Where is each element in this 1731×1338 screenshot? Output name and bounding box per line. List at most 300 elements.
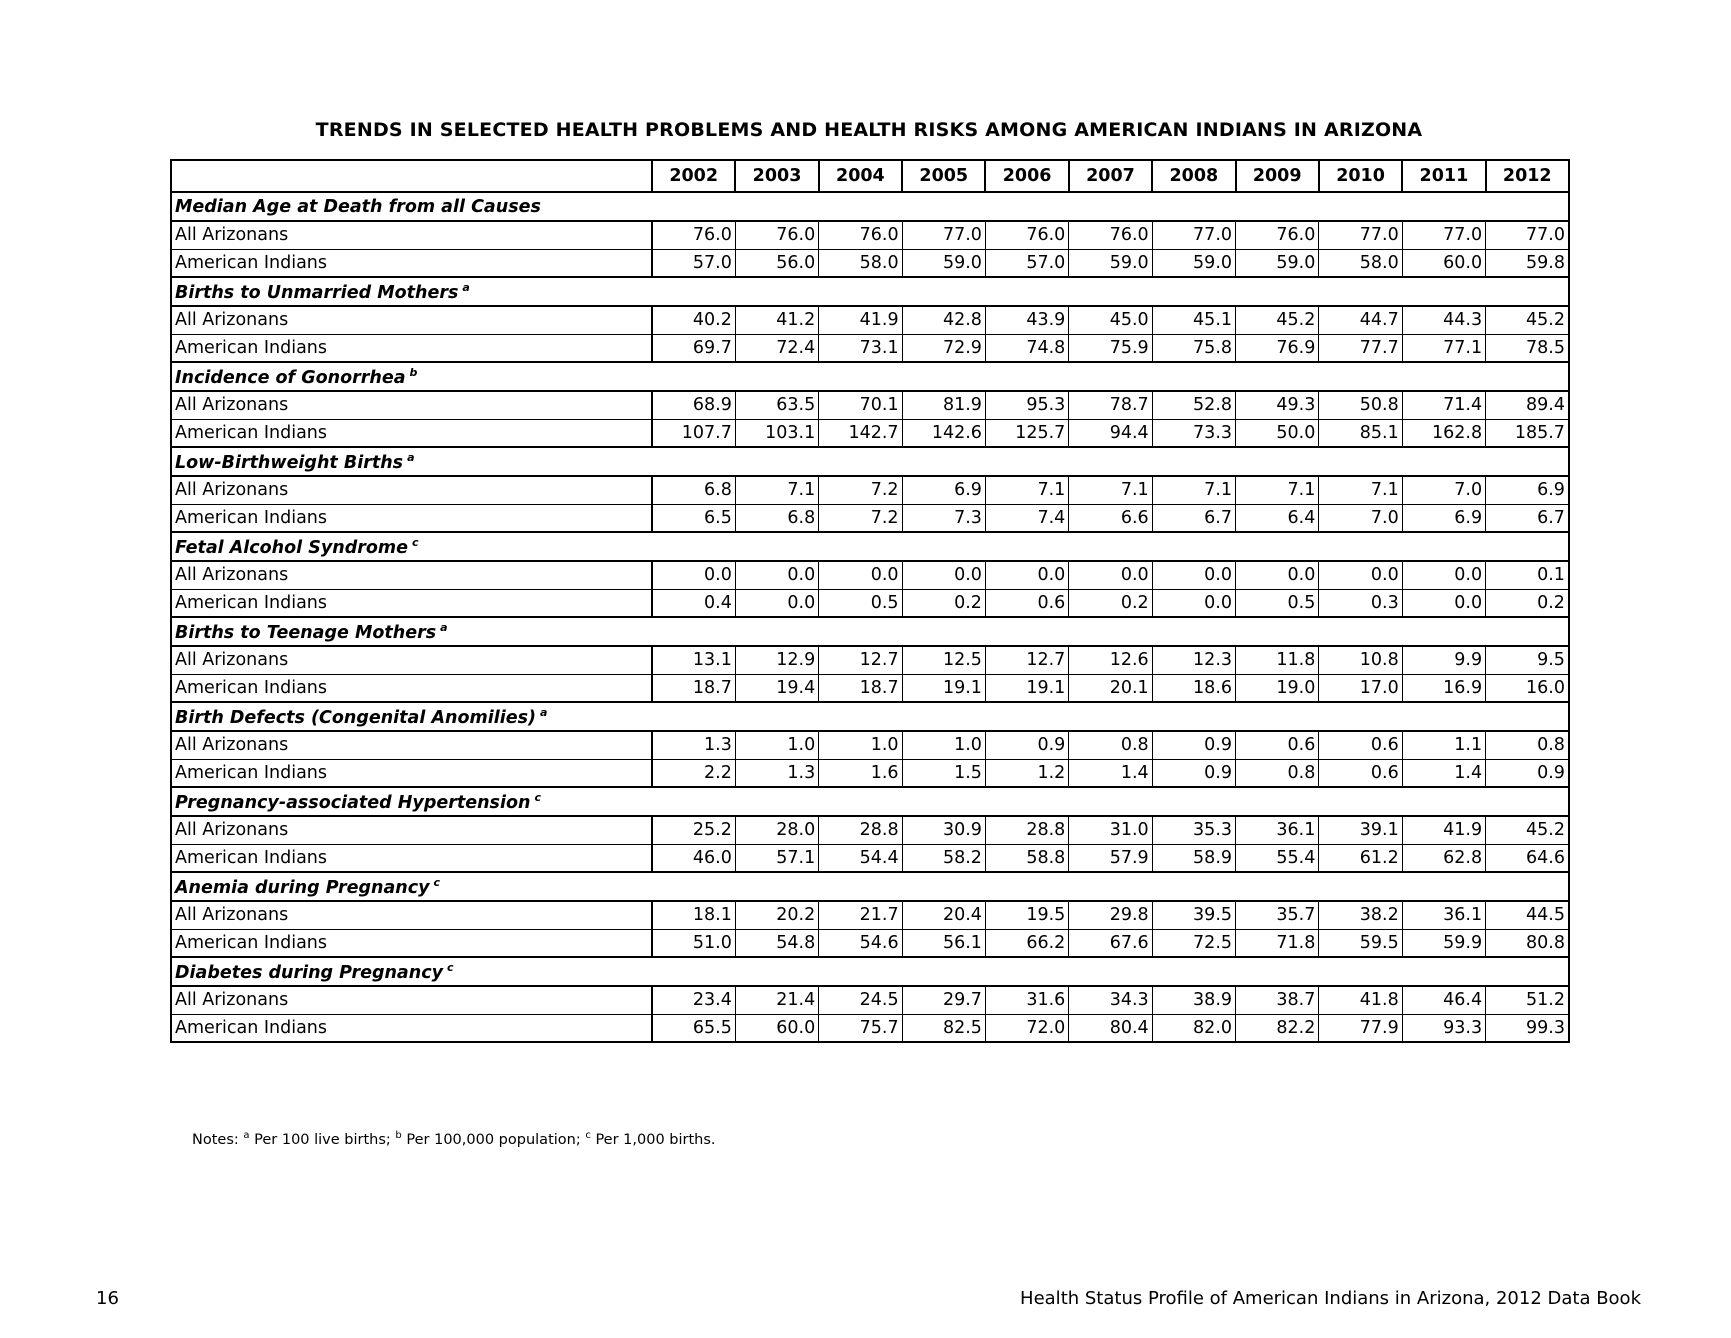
value-cell: 67.6 bbox=[1069, 929, 1152, 957]
value-cell: 1.3 bbox=[735, 759, 818, 787]
row-label: American Indians bbox=[171, 1014, 652, 1042]
value-cell: 70.1 bbox=[819, 391, 902, 419]
value-cell: 31.6 bbox=[985, 986, 1068, 1014]
value-cell: 24.5 bbox=[819, 986, 902, 1014]
value-cell: 64.6 bbox=[1486, 844, 1569, 872]
value-cell: 0.0 bbox=[1152, 589, 1235, 617]
value-cell: 74.8 bbox=[985, 334, 1068, 362]
value-cell: 45.0 bbox=[1069, 306, 1152, 334]
value-cell: 45.2 bbox=[1236, 306, 1319, 334]
row-label: All Arizonans bbox=[171, 901, 652, 929]
value-cell: 2.2 bbox=[652, 759, 735, 787]
value-cell: 0.6 bbox=[1236, 731, 1319, 759]
value-cell: 38.9 bbox=[1152, 986, 1235, 1014]
value-cell: 0.0 bbox=[1319, 561, 1402, 589]
footnote-marker: a bbox=[407, 450, 415, 464]
value-cell: 57.0 bbox=[985, 249, 1068, 277]
value-cell: 17.0 bbox=[1319, 674, 1402, 702]
table-row bbox=[171, 674, 1569, 702]
value-cell: 59.0 bbox=[1069, 249, 1152, 277]
value-cell: 20.4 bbox=[902, 901, 985, 929]
section-label: Low-Birthweight Births bbox=[175, 452, 404, 473]
table-row bbox=[171, 476, 1569, 504]
table-row bbox=[171, 646, 1569, 674]
value-cell: 76.0 bbox=[1069, 221, 1152, 249]
value-cell: 107.7 bbox=[652, 419, 735, 447]
section-header-row bbox=[171, 192, 1569, 221]
table-row bbox=[171, 391, 1569, 419]
value-cell: 45.2 bbox=[1486, 306, 1569, 334]
value-cell: 85.1 bbox=[1319, 419, 1402, 447]
value-cell: 0.0 bbox=[819, 561, 902, 589]
value-cell: 56.0 bbox=[735, 249, 818, 277]
value-cell: 58.0 bbox=[819, 249, 902, 277]
footnote-marker: c bbox=[447, 960, 454, 974]
value-cell: 38.2 bbox=[1319, 901, 1402, 929]
value-cell: 12.9 bbox=[735, 646, 818, 674]
row-label: American Indians bbox=[171, 589, 652, 617]
value-cell: 1.0 bbox=[819, 731, 902, 759]
section-title bbox=[171, 447, 1569, 476]
value-cell: 12.6 bbox=[1069, 646, 1152, 674]
footnotes bbox=[192, 1130, 716, 1148]
value-cell: 34.3 bbox=[1069, 986, 1152, 1014]
value-cell: 0.0 bbox=[735, 589, 818, 617]
value-cell: 44.7 bbox=[1319, 306, 1402, 334]
value-cell: 60.0 bbox=[1402, 249, 1485, 277]
footnote-marker: c bbox=[585, 1130, 591, 1141]
value-cell: 0.0 bbox=[1402, 561, 1485, 589]
value-cell: 18.7 bbox=[819, 674, 902, 702]
value-cell: 0.9 bbox=[1486, 759, 1569, 787]
value-cell: 41.9 bbox=[819, 306, 902, 334]
value-cell: 29.7 bbox=[902, 986, 985, 1014]
row-label: All Arizonans bbox=[171, 391, 652, 419]
table-row bbox=[171, 504, 1569, 532]
value-cell: 61.2 bbox=[1319, 844, 1402, 872]
value-cell: 28.0 bbox=[735, 816, 818, 844]
value-cell: 56.1 bbox=[902, 929, 985, 957]
value-cell: 1.4 bbox=[1069, 759, 1152, 787]
value-cell: 142.6 bbox=[902, 419, 985, 447]
value-cell: 18.6 bbox=[1152, 674, 1235, 702]
value-cell: 7.2 bbox=[819, 504, 902, 532]
footnote-marker: c bbox=[433, 875, 441, 889]
value-cell: 7.3 bbox=[902, 504, 985, 532]
year-header-2007: 2007 bbox=[1069, 160, 1152, 192]
row-label: American Indians bbox=[171, 929, 652, 957]
value-cell: 7.1 bbox=[1152, 476, 1235, 504]
value-cell: 7.0 bbox=[1402, 476, 1485, 504]
value-cell: 31.0 bbox=[1069, 816, 1152, 844]
value-cell: 77.0 bbox=[1402, 221, 1485, 249]
year-header-2012: 2012 bbox=[1486, 160, 1569, 192]
value-cell: 0.0 bbox=[1402, 589, 1485, 617]
value-cell: 46.0 bbox=[652, 844, 735, 872]
value-cell: 12.7 bbox=[819, 646, 902, 674]
row-label: All Arizonans bbox=[171, 476, 652, 504]
table-row bbox=[171, 844, 1569, 872]
year-header-row bbox=[171, 160, 1569, 192]
row-label: American Indians bbox=[171, 249, 652, 277]
footnote-text: Per 1,000 births. bbox=[590, 1131, 716, 1148]
value-cell: 0.0 bbox=[902, 561, 985, 589]
value-cell: 19.4 bbox=[735, 674, 818, 702]
value-cell: 46.4 bbox=[1402, 986, 1485, 1014]
value-cell: 49.3 bbox=[1236, 391, 1319, 419]
row-label: American Indians bbox=[171, 844, 652, 872]
value-cell: 82.0 bbox=[1152, 1014, 1235, 1042]
value-cell: 1.1 bbox=[1402, 731, 1485, 759]
value-cell: 81.9 bbox=[902, 391, 985, 419]
row-label: All Arizonans bbox=[171, 816, 652, 844]
value-cell: 0.0 bbox=[985, 561, 1068, 589]
value-cell: 0.9 bbox=[1152, 759, 1235, 787]
value-cell: 30.9 bbox=[902, 816, 985, 844]
value-cell: 7.0 bbox=[1319, 504, 1402, 532]
header-blank-cell bbox=[171, 160, 652, 192]
value-cell: 7.1 bbox=[985, 476, 1068, 504]
year-header-2009: 2009 bbox=[1236, 160, 1319, 192]
section-header-row bbox=[171, 872, 1569, 901]
value-cell: 75.9 bbox=[1069, 334, 1152, 362]
section-label: Birth Defects (Congenital Anomilies) bbox=[175, 707, 536, 728]
value-cell: 0.5 bbox=[819, 589, 902, 617]
footnote-marker: a bbox=[440, 620, 448, 634]
value-cell: 6.7 bbox=[1486, 504, 1569, 532]
value-cell: 0.1 bbox=[1486, 561, 1569, 589]
value-cell: 0.5 bbox=[1236, 589, 1319, 617]
value-cell: 41.9 bbox=[1402, 816, 1485, 844]
year-header-2010: 2010 bbox=[1319, 160, 1402, 192]
value-cell: 7.2 bbox=[819, 476, 902, 504]
value-cell: 142.7 bbox=[819, 419, 902, 447]
row-label: American Indians bbox=[171, 504, 652, 532]
value-cell: 40.2 bbox=[652, 306, 735, 334]
value-cell: 19.0 bbox=[1236, 674, 1319, 702]
row-label: American Indians bbox=[171, 759, 652, 787]
value-cell: 10.8 bbox=[1319, 646, 1402, 674]
value-cell: 7.1 bbox=[1069, 476, 1152, 504]
value-cell: 65.5 bbox=[652, 1014, 735, 1042]
value-cell: 28.8 bbox=[819, 816, 902, 844]
value-cell: 63.5 bbox=[735, 391, 818, 419]
value-cell: 0.4 bbox=[652, 589, 735, 617]
section-header-row bbox=[171, 617, 1569, 646]
table-row bbox=[171, 306, 1569, 334]
value-cell: 45.1 bbox=[1152, 306, 1235, 334]
row-label: American Indians bbox=[171, 674, 652, 702]
value-cell: 12.5 bbox=[902, 646, 985, 674]
row-label: All Arizonans bbox=[171, 306, 652, 334]
year-header-2008: 2008 bbox=[1152, 160, 1235, 192]
value-cell: 43.9 bbox=[985, 306, 1068, 334]
value-cell: 93.3 bbox=[1402, 1014, 1485, 1042]
value-cell: 0.2 bbox=[1069, 589, 1152, 617]
value-cell: 21.7 bbox=[819, 901, 902, 929]
value-cell: 12.7 bbox=[985, 646, 1068, 674]
value-cell: 77.7 bbox=[1319, 334, 1402, 362]
value-cell: 78.5 bbox=[1486, 334, 1569, 362]
footnote-marker: a bbox=[243, 1130, 250, 1141]
page-number: 16 bbox=[96, 1288, 119, 1309]
value-cell: 6.5 bbox=[652, 504, 735, 532]
section-label: Median Age at Death from all Causes bbox=[175, 196, 541, 217]
value-cell: 20.1 bbox=[1069, 674, 1152, 702]
value-cell: 0.8 bbox=[1069, 731, 1152, 759]
value-cell: 6.8 bbox=[652, 476, 735, 504]
value-cell: 39.5 bbox=[1152, 901, 1235, 929]
value-cell: 7.1 bbox=[1236, 476, 1319, 504]
value-cell: 9.5 bbox=[1486, 646, 1569, 674]
table-row bbox=[171, 589, 1569, 617]
row-label: All Arizonans bbox=[171, 646, 652, 674]
value-cell: 18.7 bbox=[652, 674, 735, 702]
value-cell: 0.0 bbox=[1152, 561, 1235, 589]
value-cell: 20.2 bbox=[735, 901, 818, 929]
value-cell: 72.4 bbox=[735, 334, 818, 362]
section-title bbox=[171, 702, 1569, 731]
table-body bbox=[171, 192, 1569, 1042]
value-cell: 54.6 bbox=[819, 929, 902, 957]
value-cell: 38.7 bbox=[1236, 986, 1319, 1014]
value-cell: 103.1 bbox=[735, 419, 818, 447]
publication-title: Health Status Profile of American Indians in Arizona, 2012 Data Book bbox=[1020, 1288, 1641, 1309]
value-cell: 6.6 bbox=[1069, 504, 1152, 532]
value-cell: 0.0 bbox=[652, 561, 735, 589]
value-cell: 12.3 bbox=[1152, 646, 1235, 674]
value-cell: 77.0 bbox=[902, 221, 985, 249]
section-title bbox=[171, 192, 1569, 221]
value-cell: 73.3 bbox=[1152, 419, 1235, 447]
section-header-row bbox=[171, 787, 1569, 816]
table-title: TRENDS IN SELECTED HEALTH PROBLEMS AND HEALTH RISKS AMONG AMERICAN INDIANS IN ARIZONA bbox=[315, 119, 1423, 141]
table-row bbox=[171, 249, 1569, 277]
year-header-2004: 2004 bbox=[819, 160, 902, 192]
year-header-2006: 2006 bbox=[985, 160, 1068, 192]
section-header-row bbox=[171, 702, 1569, 731]
value-cell: 95.3 bbox=[985, 391, 1068, 419]
value-cell: 59.0 bbox=[902, 249, 985, 277]
year-header-2005: 2005 bbox=[902, 160, 985, 192]
value-cell: 60.0 bbox=[735, 1014, 818, 1042]
footnote-marker: a bbox=[540, 705, 548, 719]
value-cell: 162.8 bbox=[1402, 419, 1485, 447]
value-cell: 41.8 bbox=[1319, 986, 1402, 1014]
value-cell: 1.6 bbox=[819, 759, 902, 787]
table-row bbox=[171, 986, 1569, 1014]
section-header-row bbox=[171, 447, 1569, 476]
footnote-marker: b bbox=[409, 365, 418, 379]
value-cell: 185.7 bbox=[1486, 419, 1569, 447]
value-cell: 59.8 bbox=[1486, 249, 1569, 277]
value-cell: 19.1 bbox=[902, 674, 985, 702]
value-cell: 59.0 bbox=[1152, 249, 1235, 277]
value-cell: 9.9 bbox=[1402, 646, 1485, 674]
value-cell: 1.0 bbox=[735, 731, 818, 759]
section-title bbox=[171, 362, 1569, 391]
value-cell: 73.1 bbox=[819, 334, 902, 362]
value-cell: 82.2 bbox=[1236, 1014, 1319, 1042]
health-trends-table bbox=[170, 159, 1570, 1043]
table-row bbox=[171, 759, 1569, 787]
value-cell: 77.0 bbox=[1486, 221, 1569, 249]
section-title bbox=[171, 532, 1569, 561]
section-title bbox=[171, 872, 1569, 901]
value-cell: 59.9 bbox=[1402, 929, 1485, 957]
section-title bbox=[171, 277, 1569, 306]
value-cell: 21.4 bbox=[735, 986, 818, 1014]
value-cell: 19.1 bbox=[985, 674, 1068, 702]
value-cell: 0.9 bbox=[985, 731, 1068, 759]
footnote-marker: c bbox=[534, 790, 541, 804]
value-cell: 0.9 bbox=[1152, 731, 1235, 759]
value-cell: 6.8 bbox=[735, 504, 818, 532]
value-cell: 50.0 bbox=[1236, 419, 1319, 447]
value-cell: 52.8 bbox=[1152, 391, 1235, 419]
section-label: Births to Unmarried Mothers bbox=[175, 282, 459, 303]
value-cell: 94.4 bbox=[1069, 419, 1152, 447]
value-cell: 1.5 bbox=[902, 759, 985, 787]
value-cell: 51.2 bbox=[1486, 986, 1569, 1014]
value-cell: 76.0 bbox=[1236, 221, 1319, 249]
value-cell: 0.6 bbox=[1319, 759, 1402, 787]
section-header-row bbox=[171, 957, 1569, 986]
row-label: All Arizonans bbox=[171, 986, 652, 1014]
value-cell: 16.0 bbox=[1486, 674, 1569, 702]
section-title bbox=[171, 787, 1569, 816]
value-cell: 0.6 bbox=[1319, 731, 1402, 759]
value-cell: 54.8 bbox=[735, 929, 818, 957]
value-cell: 57.0 bbox=[652, 249, 735, 277]
value-cell: 89.4 bbox=[1486, 391, 1569, 419]
value-cell: 72.9 bbox=[902, 334, 985, 362]
row-label: All Arizonans bbox=[171, 731, 652, 759]
value-cell: 82.5 bbox=[902, 1014, 985, 1042]
value-cell: 0.6 bbox=[985, 589, 1068, 617]
value-cell: 1.2 bbox=[985, 759, 1068, 787]
value-cell: 80.4 bbox=[1069, 1014, 1152, 1042]
value-cell: 6.9 bbox=[1486, 476, 1569, 504]
value-cell: 75.8 bbox=[1152, 334, 1235, 362]
value-cell: 59.5 bbox=[1319, 929, 1402, 957]
value-cell: 19.5 bbox=[985, 901, 1068, 929]
value-cell: 7.1 bbox=[1319, 476, 1402, 504]
value-cell: 77.0 bbox=[1319, 221, 1402, 249]
value-cell: 6.4 bbox=[1236, 504, 1319, 532]
value-cell: 72.0 bbox=[985, 1014, 1068, 1042]
value-cell: 71.8 bbox=[1236, 929, 1319, 957]
row-label: All Arizonans bbox=[171, 221, 652, 249]
value-cell: 45.2 bbox=[1486, 816, 1569, 844]
value-cell: 76.0 bbox=[819, 221, 902, 249]
footnote-marker: c bbox=[412, 535, 419, 549]
year-header-2002: 2002 bbox=[652, 160, 735, 192]
value-cell: 99.3 bbox=[1486, 1014, 1569, 1042]
table-row bbox=[171, 334, 1569, 362]
value-cell: 0.0 bbox=[1236, 561, 1319, 589]
value-cell: 44.3 bbox=[1402, 306, 1485, 334]
value-cell: 36.1 bbox=[1402, 901, 1485, 929]
section-header-row bbox=[171, 277, 1569, 306]
section-label: Pregnancy-associated Hypertension bbox=[175, 792, 531, 813]
notes-prefix: Notes: bbox=[192, 1131, 244, 1148]
section-label: Anemia during Pregnancy bbox=[175, 877, 430, 898]
value-cell: 28.8 bbox=[985, 816, 1068, 844]
value-cell: 71.4 bbox=[1402, 391, 1485, 419]
value-cell: 0.0 bbox=[735, 561, 818, 589]
section-label: Incidence of Gonorrhea bbox=[175, 367, 406, 388]
value-cell: 16.9 bbox=[1402, 674, 1485, 702]
table-row bbox=[171, 1014, 1569, 1042]
value-cell: 7.4 bbox=[985, 504, 1068, 532]
value-cell: 39.1 bbox=[1319, 816, 1402, 844]
value-cell: 76.0 bbox=[652, 221, 735, 249]
value-cell: 68.9 bbox=[652, 391, 735, 419]
value-cell: 125.7 bbox=[985, 419, 1068, 447]
section-title bbox=[171, 617, 1569, 646]
value-cell: 18.1 bbox=[652, 901, 735, 929]
footnote-marker: a bbox=[462, 280, 470, 294]
value-cell: 58.0 bbox=[1319, 249, 1402, 277]
value-cell: 36.1 bbox=[1236, 816, 1319, 844]
value-cell: 72.5 bbox=[1152, 929, 1235, 957]
section-title bbox=[171, 957, 1569, 986]
value-cell: 58.9 bbox=[1152, 844, 1235, 872]
value-cell: 77.1 bbox=[1402, 334, 1485, 362]
table-row bbox=[171, 221, 1569, 249]
value-cell: 23.4 bbox=[652, 986, 735, 1014]
row-label: American Indians bbox=[171, 419, 652, 447]
value-cell: 6.9 bbox=[1402, 504, 1485, 532]
value-cell: 44.5 bbox=[1486, 901, 1569, 929]
value-cell: 0.3 bbox=[1319, 589, 1402, 617]
value-cell: 55.4 bbox=[1236, 844, 1319, 872]
value-cell: 0.8 bbox=[1486, 731, 1569, 759]
value-cell: 57.9 bbox=[1069, 844, 1152, 872]
year-header-2003: 2003 bbox=[735, 160, 818, 192]
value-cell: 7.1 bbox=[735, 476, 818, 504]
value-cell: 0.2 bbox=[902, 589, 985, 617]
table-row bbox=[171, 816, 1569, 844]
value-cell: 62.8 bbox=[1402, 844, 1485, 872]
section-label: Fetal Alcohol Syndrome bbox=[175, 537, 408, 558]
footnote-text: Per 100,000 population; bbox=[401, 1131, 586, 1148]
value-cell: 58.2 bbox=[902, 844, 985, 872]
value-cell: 35.3 bbox=[1152, 816, 1235, 844]
value-cell: 69.7 bbox=[652, 334, 735, 362]
value-cell: 0.2 bbox=[1486, 589, 1569, 617]
table-row bbox=[171, 419, 1569, 447]
value-cell: 35.7 bbox=[1236, 901, 1319, 929]
value-cell: 54.4 bbox=[819, 844, 902, 872]
table-row bbox=[171, 731, 1569, 759]
value-cell: 1.4 bbox=[1402, 759, 1485, 787]
value-cell: 77.0 bbox=[1152, 221, 1235, 249]
value-cell: 6.9 bbox=[902, 476, 985, 504]
section-header-row bbox=[171, 532, 1569, 561]
value-cell: 57.1 bbox=[735, 844, 818, 872]
value-cell: 25.2 bbox=[652, 816, 735, 844]
year-header-2011: 2011 bbox=[1402, 160, 1485, 192]
value-cell: 50.8 bbox=[1319, 391, 1402, 419]
value-cell: 75.7 bbox=[819, 1014, 902, 1042]
section-header-row bbox=[171, 362, 1569, 391]
value-cell: 78.7 bbox=[1069, 391, 1152, 419]
value-cell: 0.8 bbox=[1236, 759, 1319, 787]
value-cell: 1.3 bbox=[652, 731, 735, 759]
section-label: Births to Teenage Mothers bbox=[175, 622, 437, 643]
